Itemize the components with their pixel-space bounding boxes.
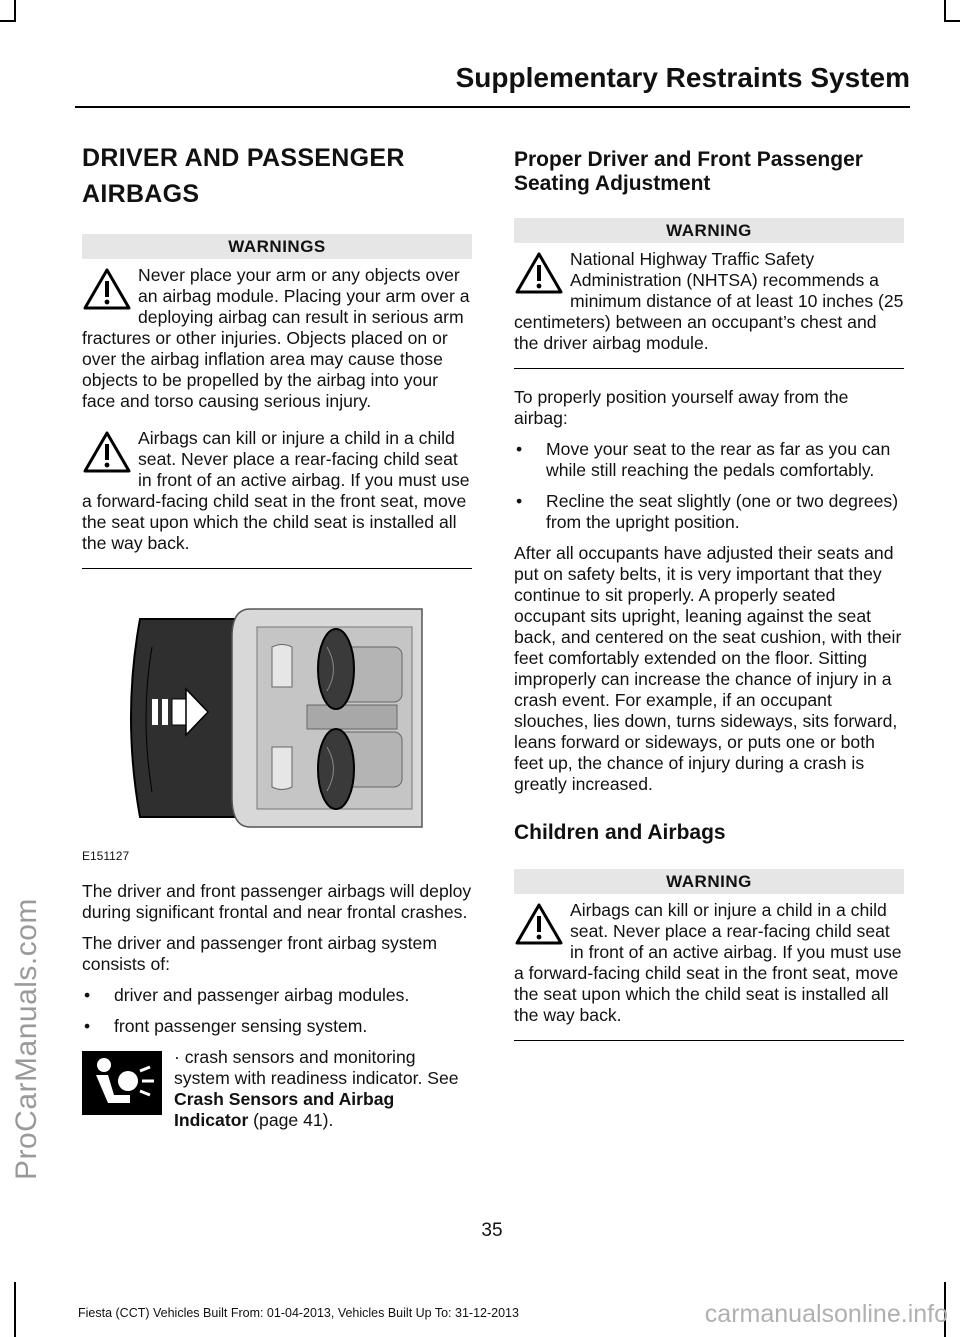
crop-mark-top-right-h (944, 20, 960, 22)
list-item: • Recline the seat slightly (one or two degrees) from the upright position. (514, 491, 904, 533)
warning-item (514, 900, 904, 1026)
paragraph: To properly position yourself away from the airbag: (514, 387, 849, 428)
positioning-list (514, 439, 904, 533)
list-item: • Move your seat to the rear as far as you can while still reaching the pedals comfortably. (514, 439, 904, 481)
list-item: • driver and passenger airbag modules. (82, 985, 472, 1006)
warning-text: Airbags can kill or injure a child in a child seat. Never place a rear-facing child seat in front of an active airbag. If you must use a forward-facing child seat in the front seat, move the seat upon which the child seat is installed all the way back. (82, 428, 470, 553)
warning-item (514, 249, 904, 354)
crash-sensor-block (82, 1047, 472, 1131)
warning-text: Airbags can kill or injure a child in a child seat. Never place a rear-facing child seat in front of an active airbag. If you must use a forward-facing child seat in the front seat, move the seat upon which the child seat is installed all the way back. (514, 900, 902, 1025)
page-number: 35 (481, 1220, 503, 1241)
warning-item (82, 265, 472, 412)
warning-item (82, 428, 472, 554)
footer-watermark: carmanualsonline.info (704, 1300, 948, 1328)
crop-mark-top-left (14, 0, 16, 22)
crash-sensor-link[interactable]: Crash Sensors and Airbag Indicator (174, 1089, 395, 1130)
figure-label: E151127 (82, 849, 130, 863)
warning-triangle-icon (82, 267, 132, 311)
right-column (514, 148, 904, 1059)
list-item: • front passenger sensing system. (82, 1016, 472, 1037)
subsection-heading: Proper Driver and Front Passenger Seating Adjustment (514, 148, 863, 195)
crop-mark-bottom-left (14, 1282, 16, 1337)
warning-end-rule (82, 568, 472, 569)
car-top-view-diagram (82, 587, 472, 857)
header-rule (75, 106, 910, 108)
warning-end-rule (514, 1040, 904, 1041)
side-watermark: ProCarManuals.com (10, 898, 43, 1180)
page-header-title: Supplementary Restraints System (455, 62, 910, 93)
paragraph: The driver and front passenger airbags will deploy during significant frontal and near frontal crashes. (82, 881, 472, 922)
subsection-heading: Children and Airbags (514, 821, 726, 844)
crop-mark-top-left-h (0, 20, 16, 22)
warning-triangle-icon (514, 251, 564, 295)
warning-text: Never place your arm or any objects over an airbag module. Placing your arm over a deploying airbag can result in serious arm fractures or other injuries. Objects placed on or over the airbag inflation area may cause those objects to be propelled by the airbag into your face and torso causing serious injury. (82, 265, 470, 411)
paragraph: After all occupants have adjusted their seats and put on safety belts, it is very important that they continue to sit properly. A properly seated occupant sits upright, leaning against the seat back, and centered on the seat cushion, with their feet comfortably extended on the floor. Sitting improperly can increase the chance of injury in a crash event. For example, if an occupant slouches, lies down, turns sideways, sits forward, leans forward or sideways, or puts one or both feet up, the chance of injury during a crash is greatly increased. (514, 543, 902, 794)
warning-triangle-icon (514, 902, 564, 946)
footer-text: Fiesta (CCT) Vehicles Built From: 01-04-2013, Vehicles Built Up To: 31-12-2013 (78, 1306, 519, 1320)
airbag-indicator-icon (82, 1051, 162, 1115)
paragraph: The driver and passenger front airbag system consists of: (82, 933, 437, 974)
crop-mark-top-right (944, 0, 946, 22)
crash-sensor-text: · crash sensors and monitoring system with readiness indicator. See Crash Sensors and Airbag Indicator (page 41). (174, 1047, 459, 1130)
left-column (82, 140, 472, 1141)
warning-text: National Highway Traffic Safety Administration (NHTSA) recommends a minimum distance of at least 10 inches (25 centimeters) between an occupant’s chest and the driver airbag module. (514, 249, 904, 353)
airbag-deployment-illustration (82, 587, 472, 867)
warning-label: WARNING (514, 218, 904, 243)
section-heading: DRIVER AND PASSENGER AIRBAGS (82, 144, 405, 208)
component-list (82, 985, 472, 1037)
warnings-label: WARNINGS (82, 234, 472, 259)
warning-end-rule (514, 368, 904, 369)
warning-label: WARNING (514, 869, 904, 894)
warning-triangle-icon (82, 430, 132, 474)
